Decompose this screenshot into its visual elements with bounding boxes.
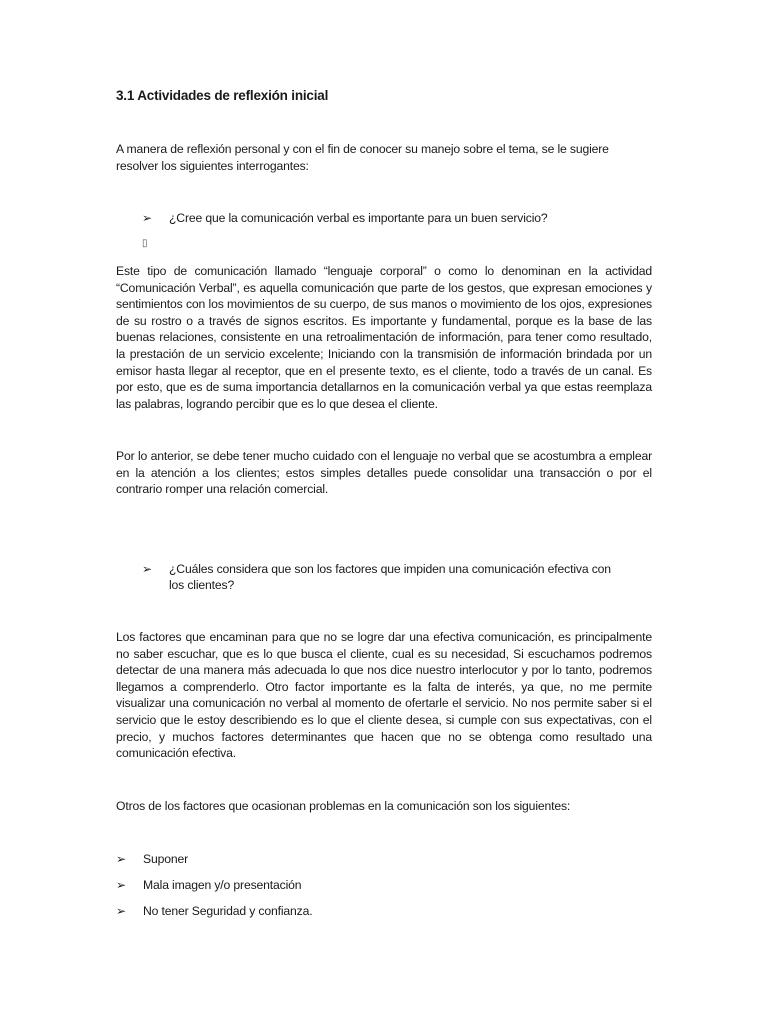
factor-item: Mala imagen y/o presentación [143, 878, 302, 892]
answer-1-paragraph-2: Por lo anterior, se debe tener mucho cuidado con el lenguaje no verbal que se acostumbra a emplear en la atención a los clientes; estos simples detalles puede consolidar una transacción o por el contrario romper una relación comercial. [116, 449, 652, 497]
question-2-line-2: los clientes? [169, 578, 235, 592]
question-2-line-1: ¿Cuáles considera que son los factores que impiden una comunicación efectiva con [169, 562, 611, 576]
arrow-bullet-icon: ➢ [142, 562, 153, 576]
arrow-bullet-icon: ➢ [116, 904, 127, 918]
factor-item: No tener Seguridad y confianza. [143, 904, 313, 918]
answer-2-paragraph-2: Otros de los factores que ocasionan problemas en la comunicación son los siguientes: [116, 799, 571, 813]
placeholder-box-icon: ▯ [142, 238, 148, 249]
factor-item: Suponer [143, 852, 189, 866]
arrow-bullet-icon: ➢ [116, 878, 127, 892]
answer-2-paragraph-1: Los factores que encaminan para que no se logre dar una efectiva comunicación, es principalmente no saber escuchar, que es lo que busca el cliente, cual es su necesidad, Si escuchamos podremos detectar de una manera más adecuada lo que nos dice nuestro interlocutor y por lo tanto, podremos llegamos a comprenderlo. Otro factor importante es la falta de interés, ya que, no me permite visualizar una comunicación no verbal al momento de ofertarle el servicio. No nos permite saber si el servicio que le estoy describiendo es lo que el cliente desea, si cumple con sus expectativas, con el precio, y muchos factores determinantes que hacen que no se obtenga como resultado una comunicación efectiva. [116, 630, 652, 761]
answer-1-paragraph-1: Este tipo de comunicación llamado “lenguaje corporal” o como lo denominan en la actividad “Comunicación Verbal”, es aquella comunicación que parte de los gestos, que expresan emociones y sentimientos con los movimientos de su cuerpo, de sus manos o movimiento de los ojos, expresiones de su rostro o a través de signos escritos. Es importante y fundamental, porque es la base de las buenas relaciones, consistente en una retroalimentación de información, para tener como resultado, la prestación de un servicio excelente; Iniciando con la transmisión de información brindada por un emisor hasta llegar al receptor, que en el presente texto, es el cliente, todo a través de un canal. Es por esto, que es de suma importancia detallarnos en la comunicación verbal ya que estas reemplaza las palabras, logrando percibir que es lo que desea el cliente. [116, 264, 652, 411]
question-1: ¿Cree que la comunicación verbal es importante para un buen servicio? [169, 211, 548, 225]
arrow-bullet-icon: ➢ [116, 852, 127, 866]
arrow-bullet-icon: ➢ [142, 211, 153, 225]
section-heading: 3.1 Actividades de reflexión inicial [116, 88, 329, 103]
intro-paragraph: A manera de reflexión personal y con el fin de conocer su manejo sobre el tema, se le sugiere resolver los siguientes interrogantes: [116, 142, 609, 173]
